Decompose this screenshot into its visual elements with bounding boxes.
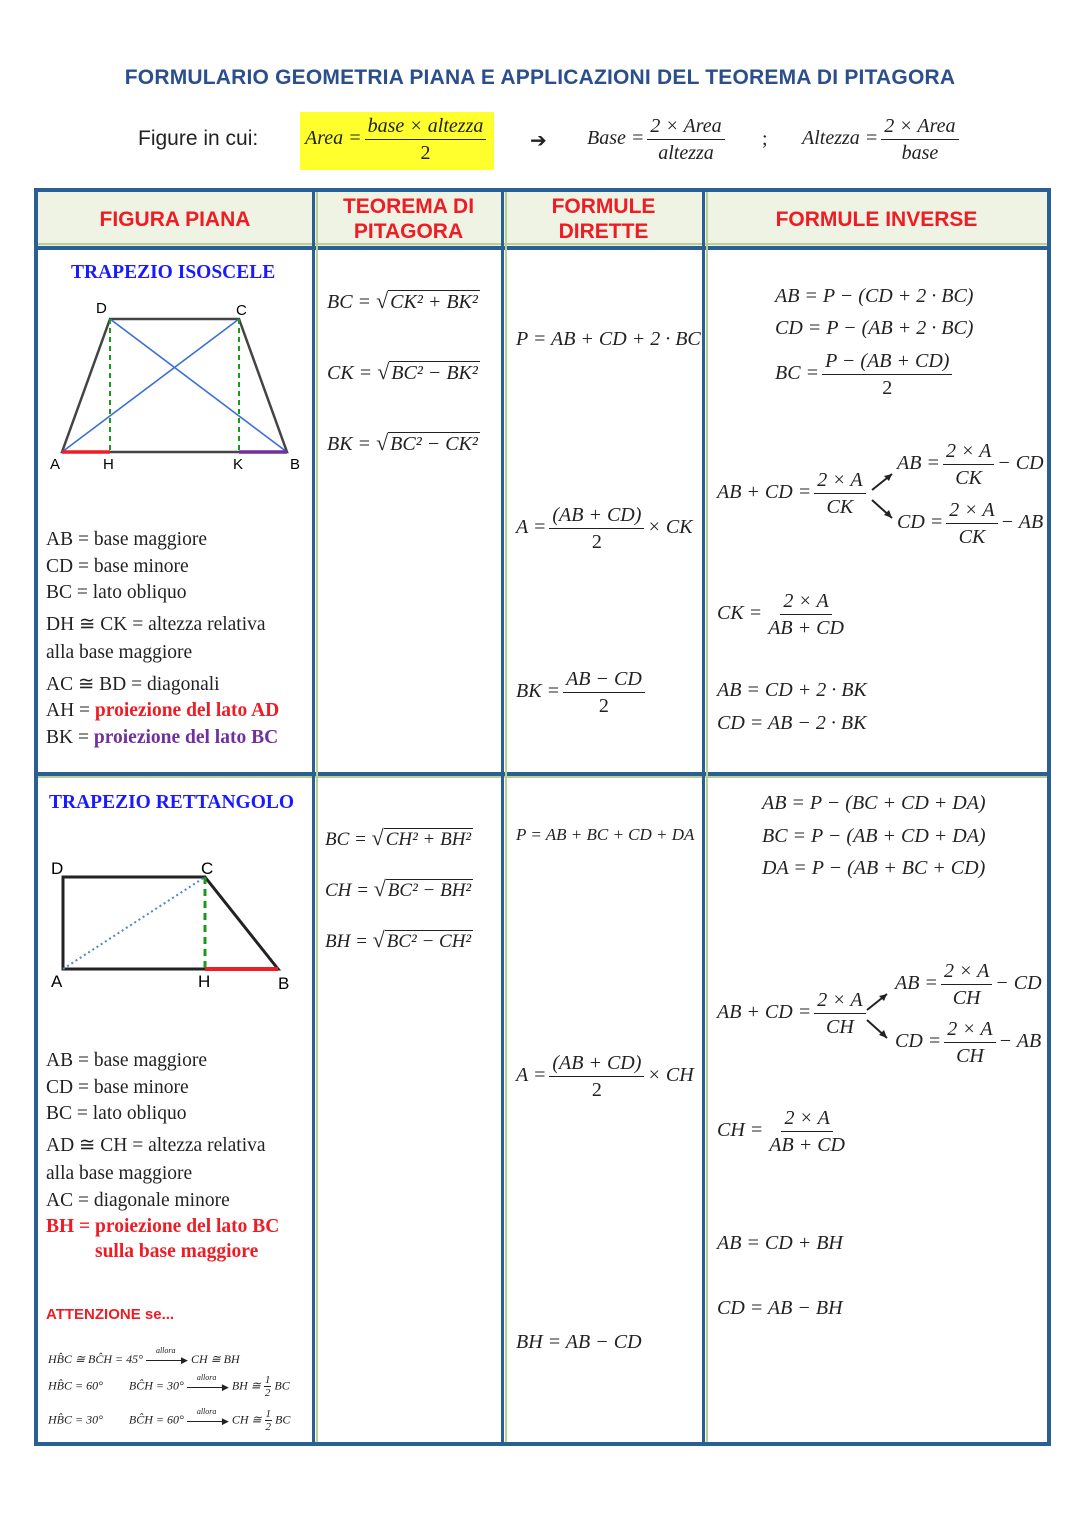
iso-label-b: B — [290, 456, 301, 473]
iso-inv-ab: AB = P − (CD + 2 · BC) — [775, 285, 974, 307]
arrow-right-icon: ➔ — [530, 128, 547, 152]
iso-label-d: D — [96, 300, 107, 317]
col-divider-2b — [505, 192, 507, 1442]
iso-pit-bk: BK = √ BC² − CK² — [327, 430, 478, 455]
ret-rule-45: HB̂C ≅ BĈH = 45° allora ▶ CH ≅ BH — [48, 1346, 240, 1366]
ret-pit-bh: BH = √ BC² − CH² — [325, 927, 472, 952]
area-formula: Area = $\frac{\text{base × altezza}}{2}$ — [305, 113, 489, 166]
iso-diagonal-bd — [110, 319, 287, 452]
iso-branch-arrows-icon — [868, 470, 898, 526]
iso-description: AB = base maggiore CD = base minore BC = lato obliquo DH ≅ CK = altezza relativa alla base maggiore AC ≅ BD = diagonali AH = proiezione del lato AD BK = proiezione del lato BC — [46, 529, 280, 748]
ret-description: AB = base maggiore CD = base minore BC = lato obliquo AD ≅ CH = altezza relativa alla base maggiore AC = diagonale minore BH = proiezione del lato BC sulla base maggiore — [46, 1050, 280, 1262]
col-divider-1b — [316, 192, 318, 1442]
ret-inv-ab2: AB = CD + BH — [717, 1232, 843, 1254]
ret-rule-30: HB̂C = 30° BĈH = 60° allora ▶ CH ≅ $\frac{1}{2}$ BC — [48, 1406, 291, 1433]
iso-inv-cd: CD = P − (AB + 2 · BC) — [775, 317, 974, 339]
altezza-formula: Altezza = $\frac{\text{2 × Area}}{\text{base}}$ — [802, 113, 962, 166]
ret-label-d: D — [51, 859, 64, 878]
iso-inv-sum: AB + CD = $\frac{2 \times A}{CK}$ — [717, 467, 869, 520]
ret-diagonal-ac — [63, 877, 205, 969]
iso-label-h: H — [103, 456, 114, 473]
iso-inv-ab-branch: AB = $\frac{2 \times A}{CK}$ − CD — [897, 440, 1044, 489]
ret-rule-60: HB̂C = 60° BĈH = 30° allora ▶ BH ≅ $\frac{1}{2}$ BC — [48, 1372, 290, 1399]
iso-trapezoid-figure — [40, 295, 312, 480]
iso-inv-ck: CK = $\frac{2 \times A}{AB + CD}$ — [717, 590, 844, 639]
ret-inv-cd-branch: CD = $\frac{2 \times A}{CH}$ − AB — [895, 1018, 1042, 1067]
ret-inv-ab-branch: AB = $\frac{2 \times A}{CH}$ − CD — [895, 960, 1042, 1009]
ret-pit-bc: BC = √ CH² + BH² — [325, 825, 472, 850]
iso-pit-bc: BC = √ CK² + BK² — [327, 288, 478, 313]
header-rule — [38, 246, 1047, 250]
iso-outline — [62, 319, 287, 452]
iso-pit-ck: CK = √ BC² − BK² — [327, 359, 478, 384]
ret-inv-sum: AB + CD = $\frac{2 \times A}{CH}$ — [717, 987, 869, 1040]
col-divider-1 — [312, 192, 315, 1442]
ret-inv-bc: BC = P − (AB + CD + DA) — [762, 825, 986, 847]
ret-branch-arrows-icon — [863, 990, 893, 1046]
col-divider-3b — [706, 192, 708, 1442]
iso-dir-bk: BK = $\frac{AB - CD}{2}$ — [516, 666, 648, 719]
iso-diagonal-ac — [62, 319, 239, 452]
header-figura-piana: FIGURA PIANA — [99, 207, 251, 231]
ret-inv-cd2: CD = AB − BH — [717, 1297, 843, 1319]
iso-dir-perimeter: P = AB + CD + 2 · BC — [516, 328, 701, 350]
col-divider-3 — [702, 192, 705, 1442]
iso-label-c: C — [236, 302, 247, 319]
iso-label-k: K — [233, 456, 244, 473]
ret-dir-area: A = $\frac{(AB + CD)}{2}$ × CH — [516, 1052, 694, 1101]
iso-dir-area: A = $\frac{(AB + CD)}{2}$ × CK — [516, 504, 693, 553]
ret-label-c: C — [201, 859, 214, 878]
page-title: FORMULARIO GEOMETRIA PIANA E APPLICAZIONI DEL TEOREMA DI PITAGORA — [124, 66, 956, 89]
iso-title: TRAPEZIO ISOSCELE — [71, 262, 276, 283]
header-formule-dirette: FORMULE DIRETTE — [551, 195, 656, 243]
ret-label-a: A — [51, 972, 63, 991]
ret-attention: ATTENZIONE se... — [46, 1306, 175, 1323]
row-divider-inner — [38, 776, 1047, 778]
ret-dir-bh: BH = AB − CD — [516, 1331, 642, 1353]
base-formula: Base = $\frac{\text{2 × Area}}{\text{altezza}}$ — [587, 113, 728, 166]
ret-title: TRAPEZIO RETTANGOLO — [49, 792, 295, 813]
ret-outline — [63, 877, 278, 969]
ret-pit-ch: CH = √ BC² − BH² — [325, 876, 472, 901]
separator: ; — [762, 128, 768, 150]
iso-inv-ab2: AB = CD + 2 · BK — [717, 679, 867, 701]
intro-label: Figure in cui: — [138, 127, 259, 150]
iso-label-a: A — [50, 456, 61, 473]
ret-label-b: B — [278, 974, 290, 993]
ret-dir-perimeter: P = AB + BC + CD + DA — [516, 825, 695, 844]
ret-inv-da: DA = P − (AB + BC + CD) — [762, 857, 986, 879]
col-divider-2 — [501, 192, 504, 1442]
iso-inv-cd-branch: CD = $\frac{2 \times A}{CK}$ − AB — [897, 499, 1044, 548]
ret-label-h: H — [198, 972, 211, 991]
ret-trapezoid-figure — [40, 852, 312, 997]
iso-inv-cd2: CD = AB − 2 · BK — [717, 712, 867, 734]
ret-inv-ch: CH = $\frac{2 \times A}{AB + CD}$ — [717, 1107, 845, 1156]
header-formule-inverse: FORMULE INVERSE — [775, 207, 978, 231]
iso-inv-bc: BC = $\frac{P - (AB + CD)}{2}$ — [775, 348, 955, 401]
header-teorema: TEOREMA DI PITAGORA — [342, 195, 475, 243]
ret-inv-ab: AB = P − (BC + CD + DA) — [762, 792, 986, 814]
